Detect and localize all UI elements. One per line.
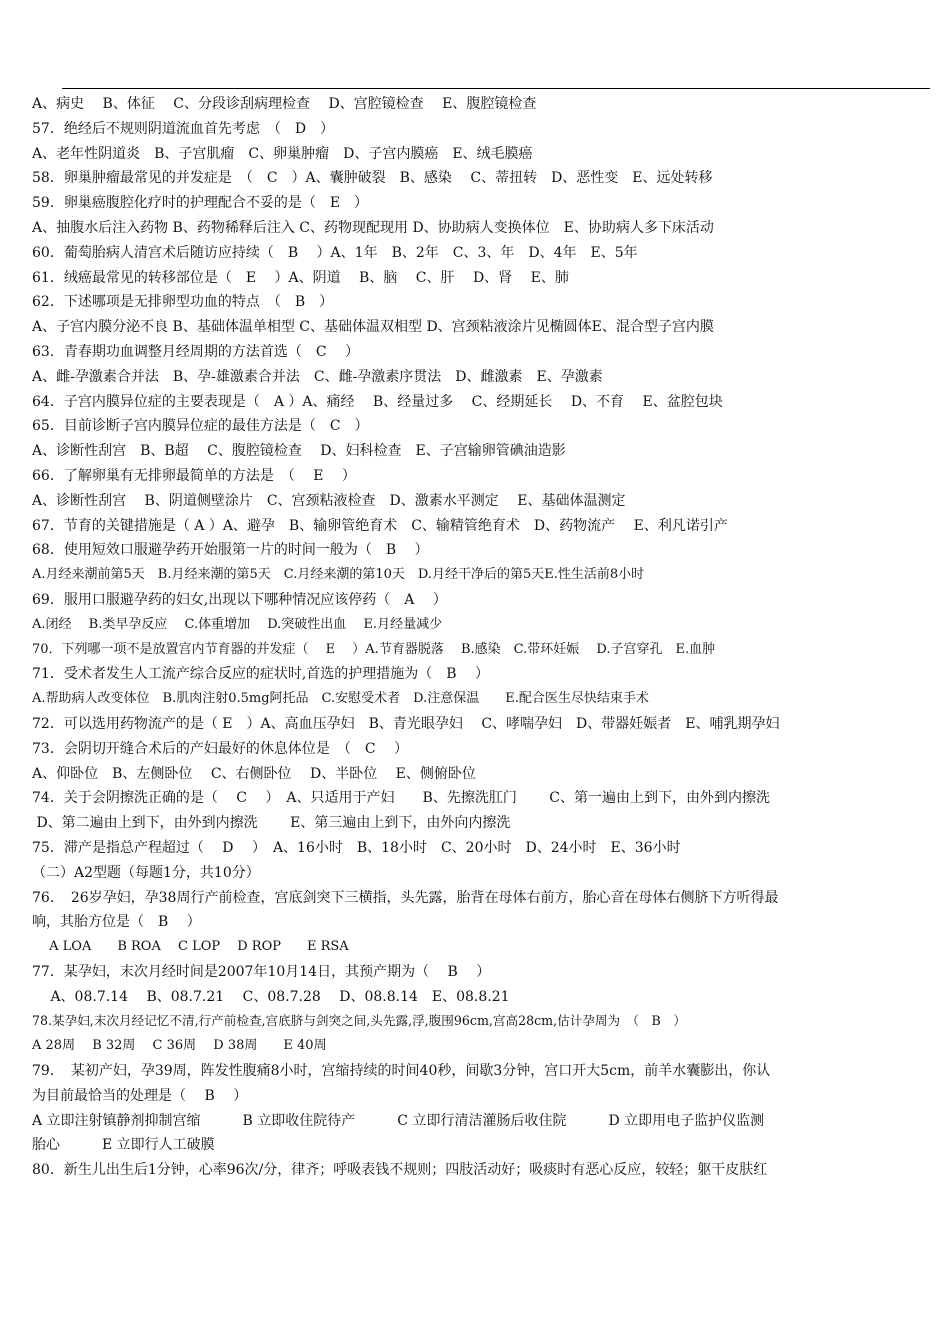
question-58: 58．卵巢肿瘤最常见的并发症是 （ C ）A、囊肿破裂 B、感染 C、蒂扭转 D、恶性变 E、远处转移 [32, 170, 713, 187]
question-74-line-2: D、第二遍由上到下，由外到内擦洗 E、第三遍由上到下，由外向内擦洗 [32, 815, 511, 832]
question-66-stem: 66．了解卵巢有无排卵最简单的方法是 （ E ） [32, 467, 356, 484]
question-61: 61．绒癌最常见的转移部位是（ E ）A、阴道 B、脑 C、肝 D、肾 E、肺 [32, 269, 569, 286]
question-76-line-1: 76． 26岁孕妇，孕38周行产前检查，宫底剑突下三横指，头先露，胎背在母体右前方，胎心音在母体右侧脐下方听得最 [32, 889, 779, 906]
question-76-line-2: 响，其胎方位是（ B ） [32, 914, 201, 931]
question-71-stem: 71．受术者发生人工流产综合反应的症状时,首选的护理措施为（ B ） [32, 666, 490, 683]
question-71-options: A.帮助病人改变体位 B.肌肉注射0.5mg阿托品 C.安慰受术者 D.注意保温 E.配合医生尽快结束手术 [32, 691, 649, 707]
question-73-options: A、仰卧位 B、左侧卧位 C、右侧卧位 D、半卧位 E、侧俯卧位 [32, 765, 476, 782]
question-72: 72．可以选用药物流产的是（ E ）A、高血压孕妇 B、青光眼孕妇 C、哮喘孕妇 D、带器妊娠者 E、哺乳期孕妇 [32, 715, 780, 732]
question-59-stem: 59．卵巢癌腹腔化疗时的护理配合不妥的是（ E ） [32, 195, 369, 212]
question-79-options-line-2: 胎心 E 立即行人工破膜 [32, 1137, 215, 1154]
question-63-stem: 63．青春期功血调整月经周期的方法首选（ C ） [32, 343, 359, 360]
question-69-stem: 69．服用口服避孕药的妇女,出现以下哪种情况应该停药（ A ） [32, 591, 447, 608]
question-60: 60．葡萄胎病人清宫术后随访应持续（ B ）A、1年 B、2年 C、3、年 D、4年 E、5年 [32, 244, 638, 261]
question-59-options: A、抽腹水后注入药物 B、药物稀释后注入 C、药物现配现用 D、协助病人变换体位 E、协助病人多下床活动 [32, 219, 714, 236]
question-76-options: A LOA B ROA C LOP D ROP E RSA [32, 939, 349, 955]
question-74-line-1: 74．关于会阴擦洗正确的是（ C ） A、只适用于产妇 B、先擦洗肛门 C、第一遍由上到下，由外到内擦洗 [32, 790, 770, 807]
question-68-options: A.月经来潮前第5天 B.月经来潮的第5天 C.月经来潮的第10天 D.月经干净后的第5天E.性生活前8小时 [32, 567, 645, 583]
question-79-line-1: 79． 某初产妇，孕39周，阵发性腹痛8小时，宫缩持续的时间40秒，间歇3分钟，宫口开大5cm，前羊水囊膨出，你认 [32, 1063, 771, 1080]
header-rule [62, 88, 930, 89]
exam-document [32, 92, 932, 1183]
section-heading-a2: （二）A2型题（每题1分，共10分） [32, 864, 260, 881]
question-65-options: A、诊断性刮宫 B、B超 C、腹腔镜检查 D、妇科检查 E、子宫输卵管碘油造影 [32, 443, 566, 460]
question-57-options: A、老年性阴道炎 B、子宫肌瘤 C、卵巢肿瘤 D、子宫内膜癌 E、绒毛膜癌 [32, 145, 533, 162]
question-80-stem: 80．新生儿出生后1分钟，心率96次/分，律齐；呼吸表钱不规则；四肢活动好；吸痰时有恶心反应，较轻；躯干皮肤红 [32, 1162, 768, 1179]
question-62-options: A、子宫内膜分泌不良 B、基础体温单相型 C、基础体温双相型 D、宫颈粘液涂片见椭圆体E、混合型子宫内膜 [32, 319, 714, 336]
question-68-stem: 68．使用短效口服避孕药开始服第一片的时间一般为（ B ） [32, 542, 429, 559]
question-79-options-line-1: A 立即注射镇静剂抑制宫缩 B 立即收住院待产 C 立即行清洁灌肠后收住院 D 立即用电子监护仪监测 [32, 1112, 765, 1129]
question-57-stem: 57．绝经后不规则阴道流血首先考虑 （ D ） [32, 120, 335, 137]
question-79-line-2: 为目前最恰当的处理是（ B ） [32, 1087, 248, 1104]
question-66-options: A、诊断性刮宫 B、阴道侧壁涂片 C、宫颈粘液检查 D、激素水平测定 E、基础体温测定 [32, 492, 626, 509]
question-65-stem: 65．目前诊断子宫内膜异位症的最佳方法是（ C ） [32, 418, 369, 435]
question-67: 67．节育的关键措施是（ A ）A、避孕 B、输卵管绝育术 C、输精管绝育术 D、药物流产 E、利凡诺引产 [32, 517, 728, 534]
question-70: 70．下列哪一项不是放置宫内节育器的并发症（ E ）A.节育器脱落 B.感染 C.带环妊娠 D.子宫穿孔 E.血肿 [32, 641, 716, 657]
question-77-options: A、08.7.14 B、08.7.21 C、08.7.28 D、08.8.14 E、08.8.21 [32, 988, 510, 1005]
question-75: 75．滞产是指总产程超过（ D ） A、16小时 B、18小时 C、20小时 D、24小时 E、36小时 [32, 839, 681, 856]
question-77-stem: 77．某孕妇，末次月经时间是2007年10月14日，其预产期为（ B ） [32, 963, 491, 980]
question-63-options: A、雌-孕激素合并法 B、孕-雄激素合并法 C、雌-孕激素序贯法 D、雌激素 E、孕激素 [32, 368, 603, 385]
question-64: 64．子宫内膜异位症的主要表现是（ A ）A、痛经 B、经量过多 C、经期延长 D、不育 E、盆腔包块 [32, 393, 723, 410]
question-69-options: A.闭经 B.类早孕反应 C.体重增加 D.突破性出血 E.月经量减少 [32, 616, 443, 632]
question-73-stem: 73．会阴切开缝合术后的产妇最好的休息体位是 （ C ） [32, 740, 408, 757]
question-62-stem: 62．下述哪项是无排卵型功血的特点 （ B ） [32, 294, 334, 311]
question-56-options: A、病史 B、体征 C、分段诊刮病理检查 D、宫腔镜检查 E、腹腔镜检查 [32, 96, 537, 112]
question-78-stem: 78.某孕妇,末次月经记忆不清,行产前检查,宫底脐与剑突之间,头先露,浮,腹围96cm,宫高28cm,估计孕周为 （ B ） [32, 1013, 686, 1029]
question-78-options: A 28周 B 32周 C 36周 D 38周 E 40周 [32, 1038, 327, 1054]
